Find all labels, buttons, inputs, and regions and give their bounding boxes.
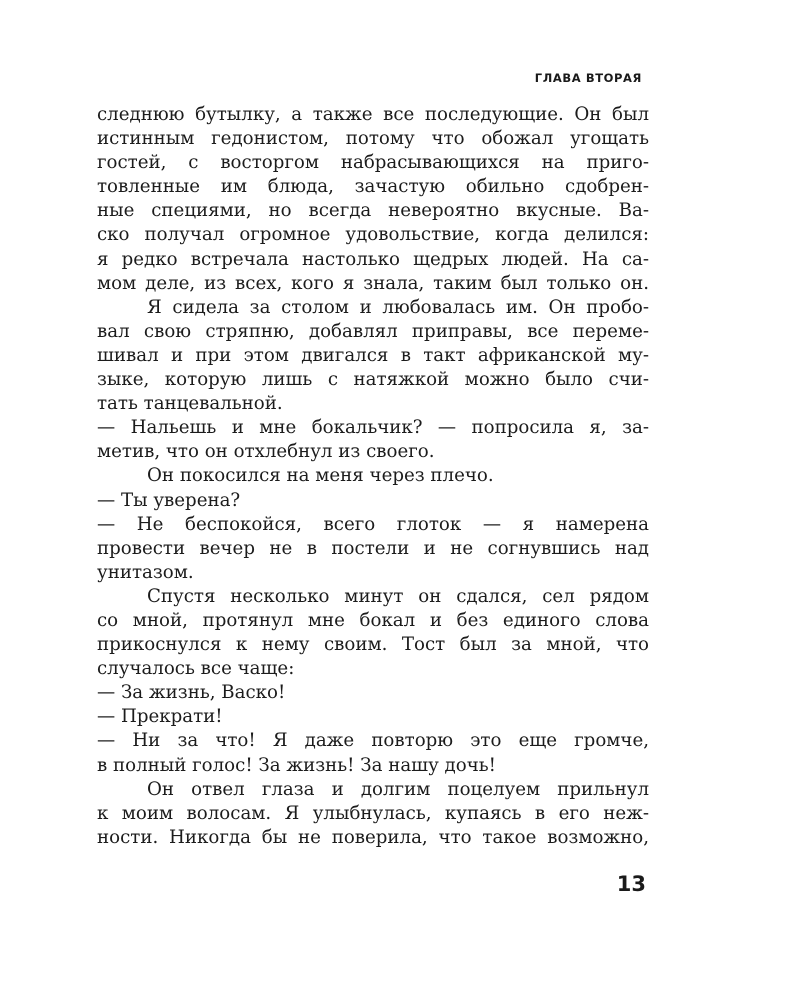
text-line: со мной, протянул мне бокал и без единого слова [97,609,649,631]
running-head: ГЛАВА ВТОРАЯ [534,71,642,85]
text-line: — Нальешь и мне бокальчик? — попросила я, за- [97,417,649,439]
text-line: вал свою стряпню, добавлял приправы, все переме- [97,320,649,342]
text-line: мом деле, из всех, кого я знала, таким был только он. [97,272,649,294]
text-line: товленные им блюда, зачастую обильно сдобрен- [97,176,649,198]
text-line: унитазом. [97,561,194,583]
text-line: — Ни за что! Я даже повторю это еще громче, [97,730,649,752]
text-line: тать танцевальной. [97,393,283,415]
text-line: Он отвел глаза и долгим поцелуем прильнул [147,778,649,800]
text-line: — Не беспокойся, всего глоток — я намерена [97,513,649,535]
text-line: Спустя несколько минут он сдался, сел рядом [147,585,649,607]
text-line: в полный голос! За жизнь! За нашу дочь! [97,754,496,776]
text-line: ности. Никогда бы не поверила, что такое возможно, [97,826,649,848]
text-line: — Ты уверена? [97,489,241,511]
text-line: метив, что он отхлебнул из своего. [97,441,435,463]
text-line: ско получал огромное удовольствие, когда делился: [97,224,649,246]
text-line: гостей, с восторгом набрасывающихся на приго- [97,152,649,174]
text-line: Он покосился на меня через плечо. [147,465,494,487]
text-line: прикоснулся к нему своим. Тост был за мной, что [97,634,649,656]
text-line: — Прекрати! [97,706,223,728]
page-number: 13 [616,872,646,896]
text-line: я редко встречала настолько щедрых людей. На са- [97,248,649,270]
text-line: — За жизнь, Васко! [97,682,286,704]
text-line: к моим волосам. Я улыбнулась, купаясь в его неж- [97,802,649,824]
text-line: провести вечер не в постели и не согнувшись над [97,537,649,559]
text-line: истинным гедонистом, потому что обожал угощать [97,128,649,150]
body-text [97,103,649,850]
text-line: следнюю бутылку, а также все последующие. Он был [97,104,649,125]
text-line: Я сидела за столом и любовалась им. Он пробо- [147,296,649,318]
text-line: ные специями, но всегда невероятно вкусные. Ва- [97,200,649,222]
text-line: шивал и при этом двигался в такт африканской му- [97,344,649,366]
text-line: случалось все чаще: [97,658,295,680]
text-line: зыке, которую лишь с натяжкой можно было счи- [97,369,649,391]
